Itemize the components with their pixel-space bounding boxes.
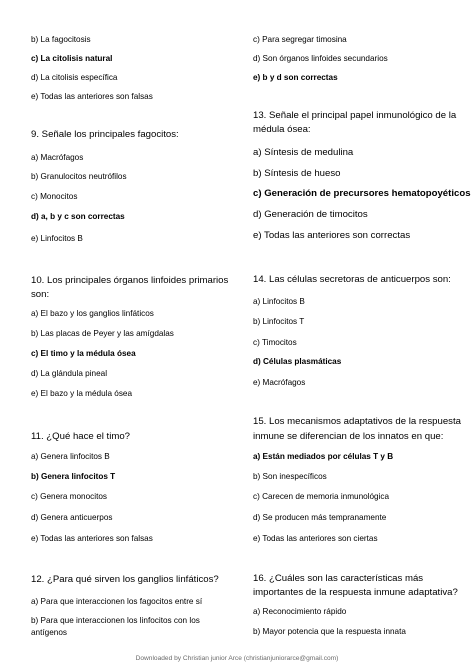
question-line-d-generacion-de-timocitos: d) Generación de timocitos	[253, 209, 368, 220]
answer-option-c-timocitos: c) Timocitos	[253, 338, 297, 347]
answer-option-d-la-glandula-pineal: d) La glándula pineal	[31, 369, 108, 378]
answer-option-e-linfocitos-b: e) Linfocitos B	[31, 234, 83, 243]
answer-option-a-linfocitos-b: a) Linfocitos B	[253, 297, 305, 306]
question-line-inmune-se-diferencian-de-los-innatos-en-: inmune se diferencian de los innatos en que:	[253, 431, 444, 442]
answer-option-d-la-citolisis-especifica: d) La citolisis específica	[31, 73, 118, 82]
answer-option-b-para-que-interaccionen-los-linfocitos-: b) Para que interaccionen los linfocitos con los	[31, 616, 200, 625]
question-line-e-todas-las-anteriores-son-correctas: e) Todas las anteriores son correctas	[253, 230, 411, 241]
answer-option-a-macrofagos: a) Macrófagos	[31, 153, 84, 162]
answer-option-b-la-fagocitosis: b) La fagocitosis	[31, 35, 91, 44]
answer-option-b-las-placas-de-peyer-y-las-amigdalas: b) Las placas de Peyer y las amígdalas	[31, 329, 174, 338]
question-line-9-senale-los-principales-fagocitos: 9. Señale los principales fagocitos:	[31, 129, 179, 140]
question-line-medula-osea: médula ósea:	[253, 124, 311, 135]
answer-option-e-todas-las-anteriores-son-falsas: e) Todas las anteriores son falsas	[31, 92, 153, 101]
answer-option-a-reconocimiento-rapido: a) Reconocimiento rápido	[253, 607, 347, 616]
answer-option-b-mayor-potencia-que-la-respuesta-innata: b) Mayor potencia que la respuesta innata	[253, 627, 406, 636]
question-line-12-para-que-sirven-los-ganglios-linfatic: 12. ¿Para qué sirven los ganglios linfáticos?	[31, 574, 219, 585]
answer-option-d-se-producen-mas-tempranamente: d) Se producen más tempranamente	[253, 513, 387, 522]
question-line-13-senale-el-principal-papel-inmunologic: 13. Señale el principal papel inmunológico de la	[253, 110, 457, 121]
question-line-14-las-celulas-secretoras-de-anticuerpos: 14. Las células secretoras de anticuerpos son:	[253, 274, 451, 285]
question-line-c-generacion-de-precursores-hematopoyeti: c) Generación de precursores hematopoyéticos	[253, 188, 471, 199]
answer-option-e-todas-las-anteriores-son-falsas: e) Todas las anteriores son falsas	[31, 534, 153, 543]
answer-option-c-carecen-de-memoria-inmunologica: c) Carecen de memoria inmunológica	[253, 492, 390, 501]
answer-option-a-para-que-interaccionen-los-fagocitos-e: a) Para que interaccionen los fagocitos entre sí	[31, 597, 203, 606]
answer-option-d-genera-anticuerpos: d) Genera anticuerpos	[31, 513, 113, 522]
answer-option-b-genera-linfocitos-t: b) Genera linfocitos T	[31, 472, 116, 481]
question-line-10-los-principales-organos-linfoides-pri: 10. Los principales órganos linfoides primarios	[31, 275, 229, 286]
answer-option-antigenos: antígenos	[31, 628, 67, 637]
question-line-11-que-hace-el-timo: 11. ¿Qué hace el timo?	[31, 431, 131, 442]
download-footer: Downloaded by Christian junior Arce (christianjuniorarce@gmail.com)	[135, 655, 339, 662]
answer-option-c-genera-monocitos: c) Genera monocitos	[31, 492, 107, 501]
answer-option-e-b-y-d-son-correctas: e) b y d son correctas	[253, 73, 338, 82]
answer-option-b-granulocitos-neutrofilos: b) Granulocitos neutrófilos	[31, 172, 127, 181]
answer-option-e-macrofagos: e) Macrófagos	[253, 378, 306, 387]
question-line-a-sintesis-de-medulina: a) Síntesis de medulina	[253, 147, 354, 158]
question-line-b-sintesis-de-hueso: b) Síntesis de hueso	[253, 168, 341, 179]
question-line-importantes-de-la-respuesta-inmune-adapt: importantes de la respuesta inmune adaptativa?	[253, 587, 458, 598]
answer-option-a-el-bazo-y-los-ganglios-linfaticos: a) El bazo y los ganglios linfáticos	[31, 309, 154, 318]
answer-option-c-la-citolisis-natural: c) La citolisis natural	[31, 54, 113, 63]
answer-option-c-monocitos: c) Monocitos	[31, 192, 78, 201]
answer-option-b-son-inespecificos: b) Son inespecíficos	[253, 472, 327, 481]
answer-option-c-para-segregar-timosina: c) Para segregar timosina	[253, 35, 347, 44]
question-line-15-los-mecanismos-adaptativos-de-la-resp: 15. Los mecanismos adaptativos de la respuesta	[253, 416, 461, 427]
answer-option-c-el-timo-y-la-medula-osea: c) El timo y la médula ósea	[31, 349, 136, 358]
answer-option-d-son-organos-linfoides-secundarios: d) Son órganos linfoides secundarios	[253, 54, 388, 63]
answer-option-d-a-b-y-c-son-correctas: d) a, b y c son correctas	[31, 212, 125, 221]
question-line-son: son:	[31, 289, 50, 300]
answer-option-e-el-bazo-y-la-medula-osea: e) El bazo y la médula ósea	[31, 389, 133, 398]
answer-option-d-celulas-plasmaticas: d) Células plasmáticas	[253, 357, 342, 366]
question-line-16-cuales-son-las-caracteristicas-mas: 16. ¿Cuáles son las características más	[253, 573, 424, 584]
answer-option-a-estan-mediados-por-celulas-t-y-b: a) Están mediados por células T y B	[253, 452, 394, 461]
answer-option-a-genera-linfocitos-b: a) Genera linfocitos B	[31, 452, 110, 461]
answer-option-e-todas-las-anteriores-son-ciertas: e) Todas las anteriores son ciertas	[253, 534, 378, 543]
answer-option-b-linfocitos-t: b) Linfocitos T	[253, 317, 305, 326]
